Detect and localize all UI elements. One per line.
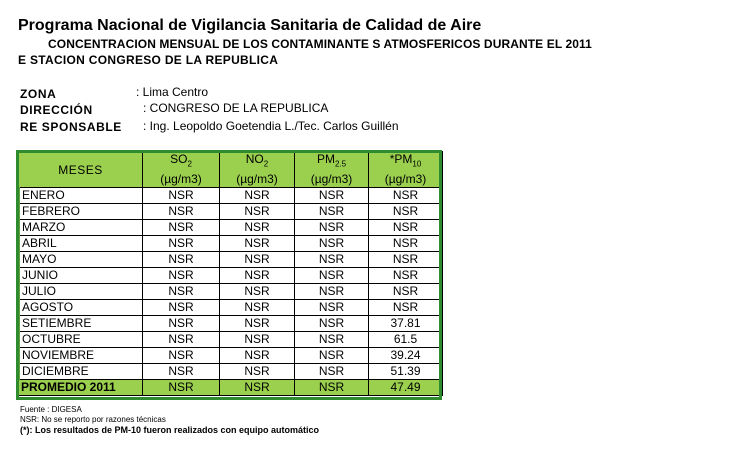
total-no2: NSR bbox=[220, 380, 295, 396]
table-body bbox=[19, 188, 443, 380]
value-cell-pm25: NSR bbox=[295, 204, 369, 220]
month-cell: SETIEMBRE bbox=[19, 316, 143, 332]
month-cell: OCTUBRE bbox=[19, 332, 143, 348]
value-cell-so2: NSR bbox=[143, 204, 220, 220]
total-so2: NSR bbox=[143, 380, 220, 396]
month-cell: AGOSTO bbox=[19, 300, 143, 316]
value-cell-so2: NSR bbox=[143, 220, 220, 236]
value-cell-pm25: NSR bbox=[295, 188, 369, 204]
value-cell-so2: NSR bbox=[143, 364, 220, 380]
value-cell-pm10: NSR bbox=[369, 268, 443, 284]
value-cell-pm25: NSR bbox=[295, 300, 369, 316]
value-cell-pm10: 39.24 bbox=[369, 348, 443, 364]
value-cell-no2: NSR bbox=[220, 348, 295, 364]
col-pm25-name: PM bbox=[316, 152, 335, 166]
value-cell-pm10: 37.81 bbox=[369, 316, 443, 332]
value-cell-pm10: NSR bbox=[369, 300, 443, 316]
value-cell-no2: NSR bbox=[220, 316, 295, 332]
table-row bbox=[19, 268, 443, 284]
value-cell-pm10: NSR bbox=[369, 236, 443, 252]
table-row bbox=[19, 252, 443, 268]
col-no2-unit: (µg/m3) bbox=[220, 171, 295, 188]
value-cell-pm10: 61.5 bbox=[369, 332, 443, 348]
value-cell-no2: NSR bbox=[220, 268, 295, 284]
value-cell-no2: NSR bbox=[220, 300, 295, 316]
col-pm25-unit: (µg/m3) bbox=[295, 171, 369, 188]
table-row bbox=[19, 348, 443, 364]
value-cell-no2: NSR bbox=[220, 236, 295, 252]
table-total-row bbox=[19, 380, 443, 396]
report-subtitle: CONCENTRACION MENSUAL DE LOS CONTAMINANTE S ATMOSFERICOS DURANTE EL 2011 bbox=[48, 37, 592, 51]
value-cell-pm25: NSR bbox=[295, 332, 369, 348]
value-cell-so2: NSR bbox=[143, 300, 220, 316]
value-cell-so2: NSR bbox=[143, 188, 220, 204]
value-cell-pm25: NSR bbox=[295, 348, 369, 364]
table-row bbox=[19, 204, 443, 220]
col-so2-header bbox=[143, 152, 220, 172]
contaminants-table bbox=[17, 151, 443, 396]
value-cell-so2: NSR bbox=[143, 284, 220, 300]
col-pm10-header bbox=[369, 152, 443, 172]
value-cell-pm10: NSR bbox=[369, 220, 443, 236]
col-pm25-header bbox=[295, 152, 369, 172]
value-cell-so2: NSR bbox=[143, 252, 220, 268]
col-no2-header bbox=[220, 152, 295, 172]
total-pm10: 47.49 bbox=[369, 380, 443, 396]
total-pm25: NSR bbox=[295, 380, 369, 396]
col-so2-sub: 2 bbox=[187, 159, 192, 169]
month-cell: ABRIL bbox=[19, 236, 143, 252]
value-cell-no2: NSR bbox=[220, 220, 295, 236]
col-pm25-sub: 2.5 bbox=[334, 159, 347, 169]
value-cell-so2: NSR bbox=[143, 268, 220, 284]
value-cell-no2: NSR bbox=[220, 364, 295, 380]
month-cell: DICIEMBRE bbox=[19, 364, 143, 380]
value-cell-pm25: NSR bbox=[295, 268, 369, 284]
value-cell-pm10: NSR bbox=[369, 284, 443, 300]
month-cell: JUNIO bbox=[19, 268, 143, 284]
value-cell-pm10: NSR bbox=[369, 188, 443, 204]
value-cell-so2: NSR bbox=[143, 316, 220, 332]
direccion-label: DIRECCIÓN bbox=[20, 103, 93, 117]
responsable-value: : Ing. Leopoldo Goetendia L./Tec. Carlos Guillén bbox=[143, 119, 399, 133]
value-cell-no2: NSR bbox=[220, 332, 295, 348]
month-cell: NOVIEMBRE bbox=[19, 348, 143, 364]
value-cell-pm10: NSR bbox=[369, 204, 443, 220]
table-row bbox=[19, 316, 443, 332]
table-row bbox=[19, 284, 443, 300]
col-pm10-sub: 10 bbox=[412, 159, 422, 169]
direccion-value: : CONGRESO DE LA REPUBLICA bbox=[143, 101, 329, 115]
total-label: PROMEDIO 2011 bbox=[19, 380, 143, 396]
col-no2-name: NO bbox=[245, 152, 264, 166]
page-title: Programa Nacional de Vigilancia Sanitaria de Calidad de Aire bbox=[18, 17, 482, 34]
note-nsr: NSR: No se reporto por razones técnicas bbox=[20, 415, 166, 424]
value-cell-pm10: NSR bbox=[369, 252, 443, 268]
value-cell-pm10: 51.39 bbox=[369, 364, 443, 380]
table-row bbox=[19, 236, 443, 252]
value-cell-so2: NSR bbox=[143, 348, 220, 364]
value-cell-no2: NSR bbox=[220, 284, 295, 300]
month-cell: FEBRERO bbox=[19, 204, 143, 220]
month-cell: MARZO bbox=[19, 220, 143, 236]
month-cell: JULIO bbox=[19, 284, 143, 300]
value-cell-pm25: NSR bbox=[295, 220, 369, 236]
zona-value: : Lima Centro bbox=[136, 85, 209, 99]
col-meses-header: MESES bbox=[19, 152, 143, 188]
value-cell-pm25: NSR bbox=[295, 252, 369, 268]
col-pm10-unit: (µg/m3) bbox=[369, 171, 443, 188]
month-cell: ENERO bbox=[19, 188, 143, 204]
table-row bbox=[19, 364, 443, 380]
value-cell-no2: NSR bbox=[220, 188, 295, 204]
table-row bbox=[19, 220, 443, 236]
value-cell-so2: NSR bbox=[143, 236, 220, 252]
note-asterisco: (*): Los resultados de PM-10 fueron realizados con equipo automático bbox=[20, 425, 320, 435]
responsable-label: RE SPONSABLE bbox=[20, 120, 122, 134]
station-name: E STACION CONGRESO DE LA REPUBLICA bbox=[18, 53, 279, 67]
table-row bbox=[19, 300, 443, 316]
value-cell-pm25: NSR bbox=[295, 236, 369, 252]
value-cell-so2: NSR bbox=[143, 332, 220, 348]
table-row bbox=[19, 332, 443, 348]
col-pm10-name: *PM bbox=[389, 152, 413, 166]
value-cell-no2: NSR bbox=[220, 204, 295, 220]
value-cell-pm25: NSR bbox=[295, 364, 369, 380]
table-row bbox=[19, 188, 443, 204]
col-so2-unit: (µg/m3) bbox=[143, 171, 220, 188]
note-fuente: Fuente : DIGESA bbox=[20, 405, 82, 414]
month-cell: MAYO bbox=[19, 252, 143, 268]
value-cell-pm25: NSR bbox=[295, 316, 369, 332]
zona-label: ZONA bbox=[20, 87, 57, 101]
value-cell-no2: NSR bbox=[220, 252, 295, 268]
col-so2-name: SO bbox=[170, 152, 188, 166]
col-no2-sub: 2 bbox=[263, 159, 269, 169]
value-cell-pm25: NSR bbox=[295, 284, 369, 300]
